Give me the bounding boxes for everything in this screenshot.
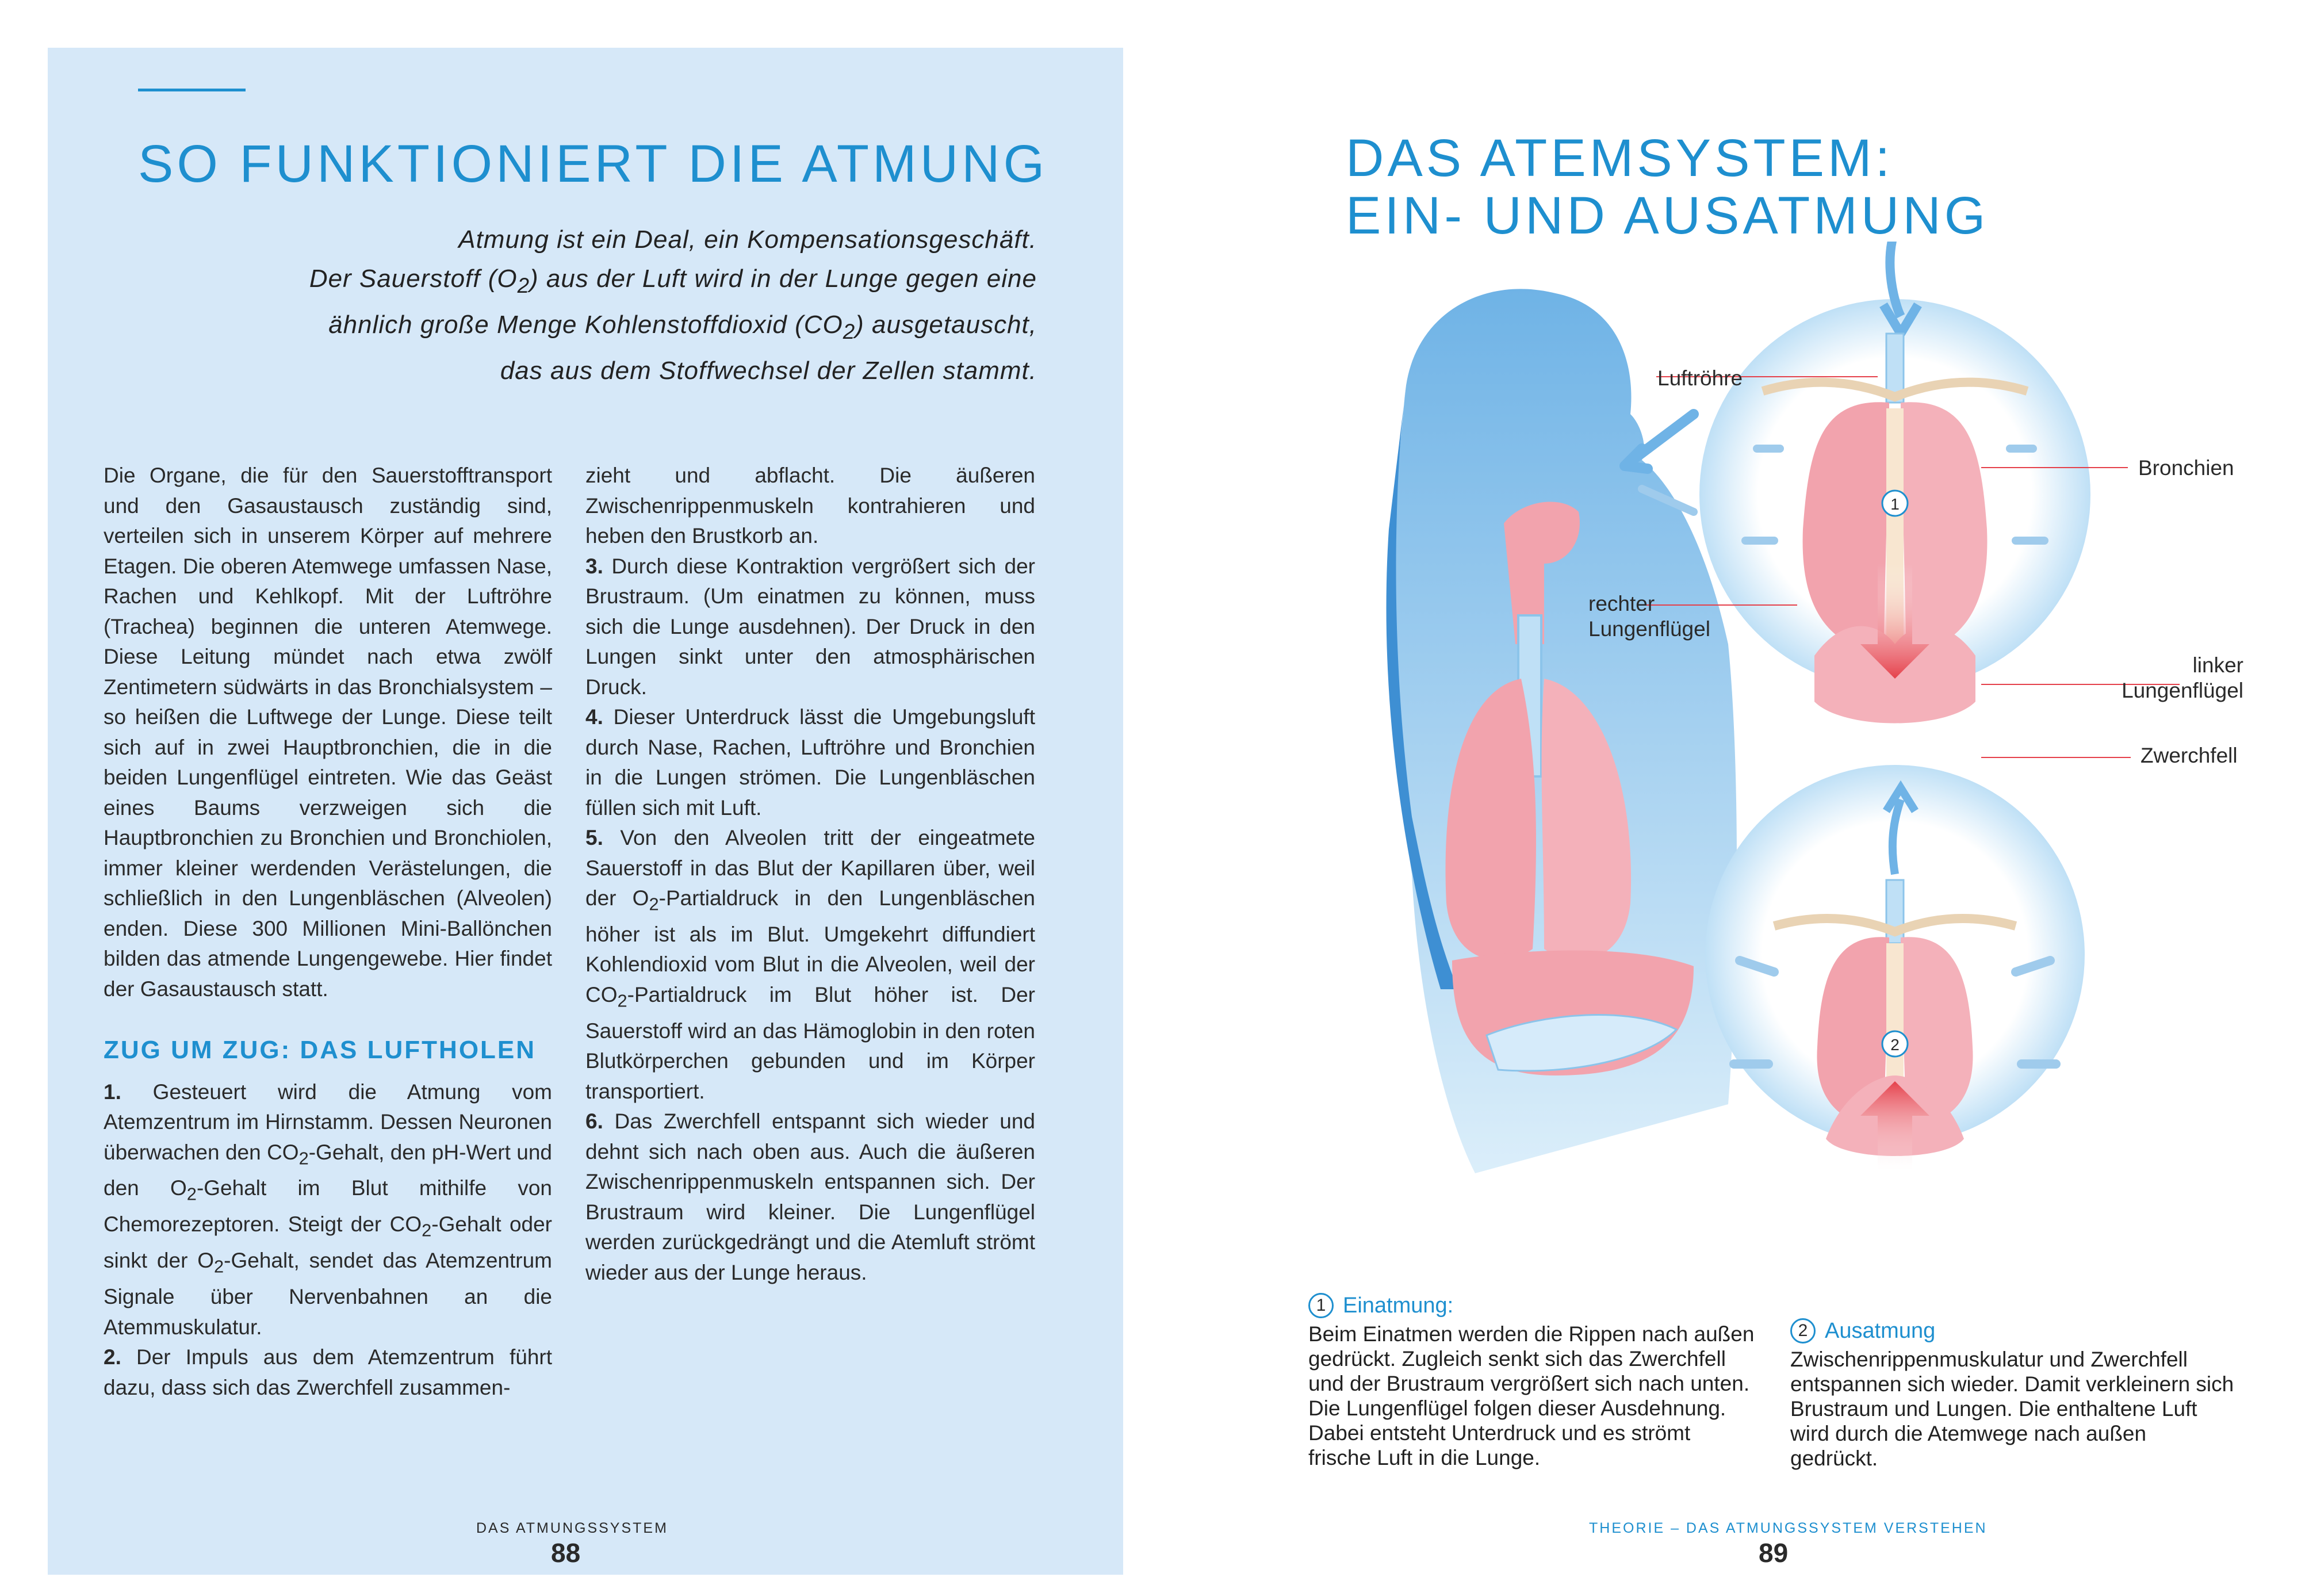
step-5: 5. Von den Alveolen tritt der eingeatmete Sauerstoff in das Blut der Kapillaren über, weil der $O_2$-Partialdruck in den Lungenbläschen höher ist als im Blut. Umgekehrt diffundiert Kohlendioxid vom Blut in die Alveolen, weil der $CO_2$-Partialdruck im Blut höher ist. Der Sauerstoff wird an das Hämoglobin in den roten Blutkörperchen gebunden und im Körper transportiert. [585,826,1035,1103]
caption-text: Zwischenrippenmuskulatur und Zwerchfell entspannen sich wieder. Damit verkleinern sich Brustraum und Lungen. Die enthaltene Luft wird durch die Atemwege nach außen gedrückt. [1790,1348,2234,1470]
caption-text: Beim Einatmen werden die Rippen nach außen gedrückt. Zugleich senkt sich das Zwerchfell und der Brustraum vergrößert sich nach unten. Die Lungenflügel folgen dieser Ausdehnung. Dabei entsteht Unterdruck und es strömt frische Luft in die Lunge. [1308,1322,1755,1469]
number-badge: 1 [1308,1293,1334,1318]
caption-exhale [1790,1318,2239,1471]
step-3: 3. Durch diese Kontraktion vergrößert sich der Brustraum. (Um einatmen zu können, muss sich die Lunge ausdehnen). Der Druck in den Lungen sinkt unter den atmosphärischen Druck. [585,554,1035,699]
footer-label-left: DAS ATMUNGSSYSTEM [476,1520,668,1536]
footer-label-right: THEORIE – DAS ATMUNGSSYSTEM VERSTEHEN [1589,1520,1988,1536]
page-number-right: 89 [1759,1538,1789,1568]
subheading-luftholen: ZUG UM ZUG: DAS LUFTHOLEN [104,1036,537,1064]
marker-1: 1 [1890,495,1900,513]
intro-text: Atmung ist ein Deal, ein Kompensationsgeschäft. Der Sauerstoff $(O_2)$ aus der Luft wird in der Lunge gegen eine ähnlich große Menge Kohlenstoffdioxid $(CO_2)$ ausgetauscht, das aus dem Stoffwechsel der Zellen stammt. [309,225,1037,385]
page-number-left: 88 [551,1538,581,1568]
step-4: 4. Dieser Unterdruck lässt die Umgebungsluft durch Nase, Rachen, Luftröhre und Bronchien in die Lungen strömen. Die Lungenbläschen füllen sich mit Luft. [585,705,1035,820]
caption-inhale [1308,1293,1757,1470]
step-1: 1. Gesteuert wird die Atmung vom Atemzentrum im Hirnstamm. Dessen Neuronen überwachen den $CO_2$-Gehalt, den pH-Wert und den $O_2$-Gehalt im Blut mithilfe von Chemorezeptoren. Steigt der $CO_2$-Gehalt oder sinkt der $O_2$-Gehalt, sendet das Atemzentrum Signale über Nervenbahnen an die Atemmuskulatur. [104,1080,553,1339]
thorax-inhale [1699,242,2090,724]
label-right-lung: rechter Lungenflügel [1588,592,1710,641]
paragraph-organs: Die Organe, die für den Sauerstofftransport und den Gasaustausch zuständig sind, verteilen sich in unserem Körper auf mehrere Etagen. Die oberen Atemwege umfassen Nase, Rachen und Kehlkopf. Mit der Luftröhre (Trachea) beginnen die unteren Atemwege. Diese Leitung mündet nach etwa zwölf Zentimetern südwärts in das Bronchialsystem – so heißen die Luftwege der Lunge. Diese teilt sich auf in zwei Hauptbronchien, die in die beiden Lungenflügel eintreten. Wie das Geäst eines Baums verzweigen sich die Hauptbronchien zu Bronchien und Bronchiolen, immer kleiner werdenden Verästelungen, die schließlich in den Lungenbläschen (Alveolen) enden. Diese 300 Millionen Mini-Ballönchen bilden das atmende Lungengewebe. Hier findet der Gasaustausch statt. [104,464,552,1001]
step-2-continued: zieht und abflacht. Die äußeren Zwischenrippenmuskeln kontrahieren und heben den Brustkorb an. [585,464,1035,548]
label-diaphragm: Zwerchfell [2140,744,2238,767]
left-page [48,48,1123,1575]
breathing-illustration [1372,242,2269,1277]
caption-title: Einatmung: [1343,1293,1454,1318]
number-badge: 2 [1790,1318,1816,1344]
label-bronchien: Bronchien [2138,456,2234,480]
body-column-2 [585,461,1035,1288]
title-rule [138,89,246,91]
step-6: 6. Das Zwerchfell entspannt sich wieder und dehnt sich nach oben aus. Auch die äußeren Zwischenrippenmuskeln entspannen sich. Der Brustraum wird kleiner. Die Lungenflügel werden zurückgedrängt und die Atemluft strömt wieder aus der Lunge heraus. [585,1109,1035,1284]
label-left-lung: linker Lungenflügel [2122,653,2243,702]
marker-2: 2 [1890,1036,1900,1054]
label-trachea: Luftröhre [1657,366,1743,390]
caption-title: Ausatmung [1825,1318,1936,1343]
body-column-1 [104,461,552,1403]
page-title-right: DAS ATEMSYSTEM: EIN- UND AUSATMUNG [1346,129,1989,245]
page-title-left: SO FUNKTIONIERT DIE ATMUNG [138,135,1048,193]
step-2: 2. Der Impuls aus dem Atemzentrum führt dazu, dass sich das Zwerchfell zusammen- [104,1345,552,1399]
thorax-exhale [1705,765,2085,1173]
